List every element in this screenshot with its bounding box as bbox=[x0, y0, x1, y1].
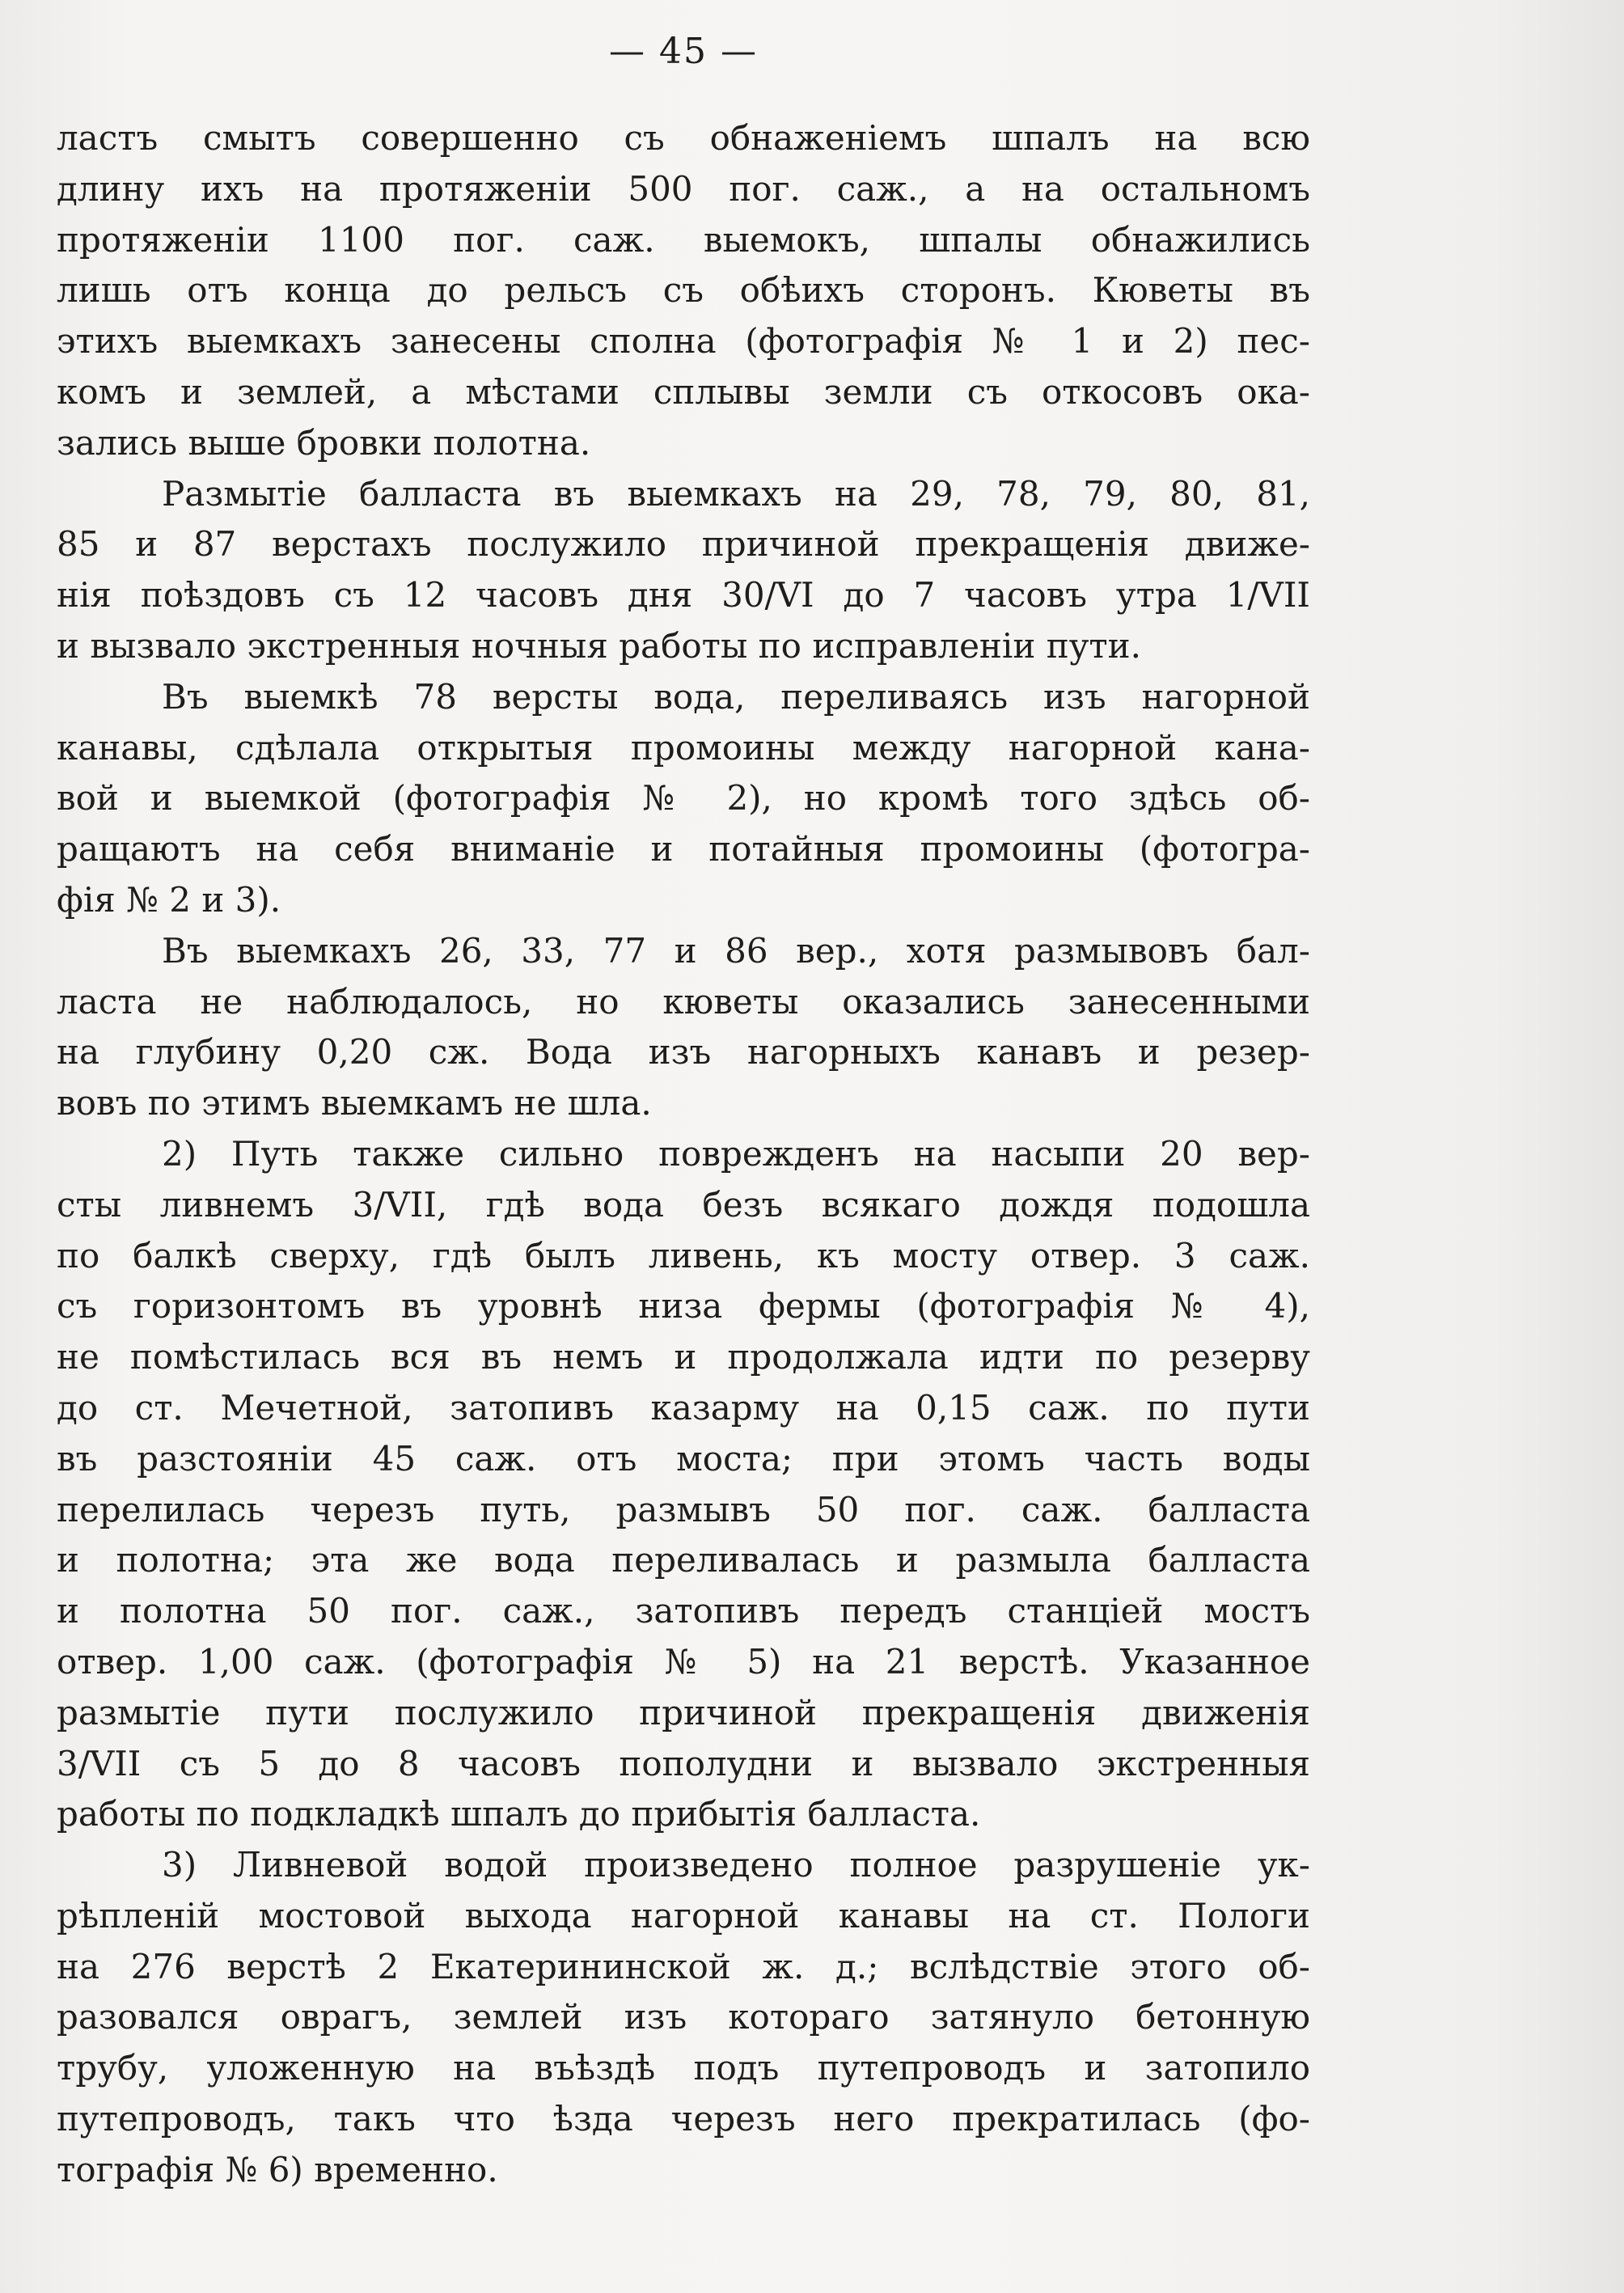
text-line: съ горизонтомъ въ уровнѣ низа фермы (фотографія № 4), bbox=[57, 1286, 1310, 1326]
text-line: 3) Ливневой водой произведено полное разрушеніе ук- bbox=[162, 1845, 1310, 1885]
text-line: вовъ по этимъ выемкамъ не шла. bbox=[57, 1083, 652, 1123]
text-line: Въ выемкѣ 78 версты вода, переливаясь изъ нагорной bbox=[162, 676, 1310, 717]
text-line: 2) Путь также сильно поврежденъ на насыпи 20 вер- bbox=[162, 1133, 1310, 1174]
text-line: и вызвало экстренныя ночныя работы по исправленіи пути. bbox=[57, 625, 1141, 666]
text-line: нія поѣздовъ съ 12 часовъ дня 30/VI до 7 часовъ утра 1/VII bbox=[57, 575, 1310, 616]
text-line: по балкѣ сверху, гдѣ былъ ливень, къ мосту отвер. 3 саж. bbox=[57, 1235, 1310, 1276]
text-line: ращаютъ на себя вниманіе и потайныя промоины (фотогра- bbox=[57, 829, 1310, 869]
text-line: протяженіи 1100 пог. саж. выемокъ, шпалы обнажились bbox=[57, 219, 1310, 260]
text-line: 3/VII съ 5 до 8 часовъ пополудни и вызвало экстренныя bbox=[57, 1743, 1310, 1783]
paragraph bbox=[57, 469, 1310, 672]
text-line: на 276 верстѣ 2 Екатерининской ж. д.; вслѣдствіе этого об- bbox=[57, 1946, 1310, 1986]
text-line: канавы, сдѣлала открытыя промоины между нагорной кана- bbox=[57, 727, 1310, 768]
text-line: и полотна; эта же вода переливалась и размыла балласта bbox=[57, 1540, 1310, 1580]
text-line: трубу, уложенную на въѣздѣ подъ путепроводъ и затопило bbox=[57, 2048, 1310, 2088]
paragraph bbox=[57, 1129, 1310, 1840]
text-line: до ст. Мечетной, затопивъ казарму на 0,15 саж. по пути bbox=[57, 1387, 1310, 1428]
text-line: и полотна 50 пог. саж., затопивъ передъ станціей мостъ bbox=[57, 1591, 1310, 1631]
paragraph bbox=[57, 926, 1310, 1129]
text-line: фія № 2 и 3). bbox=[57, 879, 281, 920]
paragraph bbox=[57, 1840, 1310, 2196]
paragraph bbox=[57, 113, 1310, 469]
text-line: Въ выемкахъ 26, 33, 77 и 86 вер., хотя размывовъ бал- bbox=[162, 930, 1310, 971]
text-line: перелилась черезъ путь, размывъ 50 пог. саж. балласта bbox=[57, 1489, 1310, 1529]
text-line: тографія № 6) временно. bbox=[57, 2149, 498, 2189]
text-line: комъ и землей, а мѣстами сплывы земли съ откосовъ ока- bbox=[57, 371, 1310, 412]
text-line: 85 и 87 верстахъ послужило причиной прекращенія движе- bbox=[57, 524, 1310, 565]
text-line: путепроводъ, такъ что ѣзда черезъ него прекратилась (фо- bbox=[57, 2099, 1310, 2139]
text-line: въ разстояніи 45 саж. отъ моста; при этомъ часть воды bbox=[57, 1438, 1310, 1479]
text-line: разовался оврагъ, землей изъ котораго затянуло бетонную bbox=[57, 1997, 1310, 2037]
text-line: отвер. 1,00 саж. (фотографія № 5) на 21 верстѣ. Указанное bbox=[57, 1641, 1310, 1682]
text-line: рѣпленій мостовой выхода нагорной канавы на ст. Пологи bbox=[57, 1895, 1310, 1936]
text-line: Размытіе балласта въ выемкахъ на 29, 78, 79, 80, 81, bbox=[162, 473, 1310, 514]
text-line: зались выше бровки полотна. bbox=[57, 422, 591, 463]
page-number: — 45 — bbox=[609, 31, 758, 72]
text-line: длину ихъ на протяженіи 500 пог. саж., а на остальномъ bbox=[57, 168, 1310, 209]
text-line: ластъ смытъ совершенно съ обнаженіемъ шпалъ на всю bbox=[57, 118, 1310, 158]
paragraph bbox=[57, 672, 1310, 926]
text-line: не помѣстилась вся въ немъ и продолжала идти по резерву bbox=[57, 1337, 1310, 1377]
text-line: этихъ выемкахъ занесены сполна (фотографія № 1 и 2) пес- bbox=[57, 321, 1310, 362]
text-line: работы по подкладкѣ шпалъ до прибытія балласта. bbox=[57, 1794, 981, 1834]
text-line: сты ливнемъ 3/VII, гдѣ вода безъ всякаго дождя подошла bbox=[57, 1184, 1310, 1225]
body-text bbox=[57, 113, 1310, 2196]
text-line: на глубину 0,20 сж. Вода изъ нагорныхъ канавъ и резер- bbox=[57, 1032, 1310, 1072]
text-line: вой и выемкой (фотографія № 2), но кромѣ того здѣсь об- bbox=[57, 778, 1310, 819]
text-line: размытіе пути послужило причиной прекращенія движенія bbox=[57, 1692, 1310, 1732]
text-line: лишь отъ конца до рельсъ съ обѣихъ сторонъ. Кюветы въ bbox=[57, 270, 1310, 311]
text-line: ласта не наблюдалось, но кюветы оказались занесенными bbox=[57, 981, 1310, 1022]
